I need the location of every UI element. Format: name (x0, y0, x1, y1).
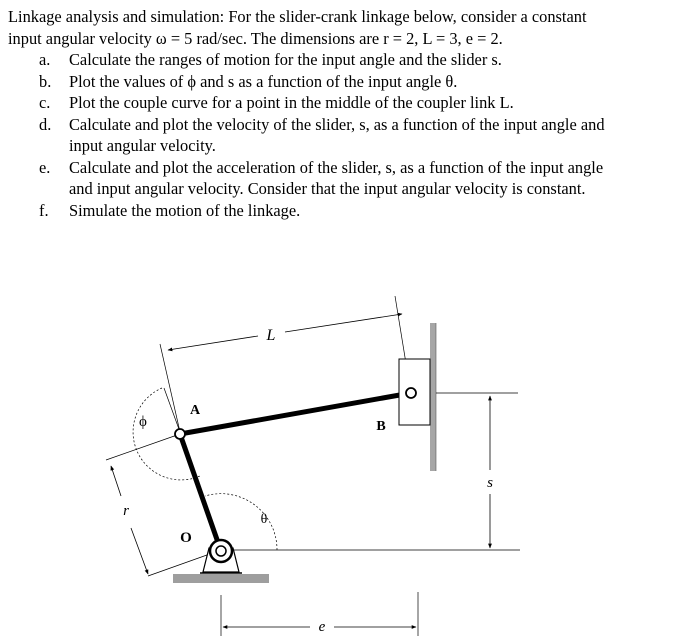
ground-base (173, 574, 269, 583)
joint-A (175, 429, 185, 439)
dimension-line-r (111, 466, 121, 496)
part-text-line-1: Calculate and plot the velocity of the slider, s, as a function of the input angle and (69, 114, 605, 134)
dimension-line-L (285, 314, 402, 332)
dimension-line-L (168, 336, 258, 350)
label-A: A (189, 403, 201, 418)
intro-line-1: Linkage analysis and simulation: For the slider-crank linkage below, consider a constant (8, 7, 587, 26)
part-letter: a. (39, 50, 51, 69)
part-letter: e. (39, 157, 51, 177)
part-text: Simulate the motion of the linkage. (69, 200, 301, 220)
extension-line-r-top (106, 434, 180, 460)
dimension-line-r (131, 528, 148, 574)
label-phi: ϕ (139, 414, 147, 430)
part-letter: c. (39, 93, 51, 112)
part-text-line-2: and input angular velocity. Consider that the input angular velocity is constant. (69, 179, 586, 198)
label-s: s (487, 475, 493, 491)
label-O: O (180, 530, 192, 546)
part-text: Plot the values of ϕ and s as a function of the input angle θ. (69, 71, 458, 91)
part-letter: f. (39, 200, 49, 220)
pivot-O-inner (216, 546, 226, 556)
slider-guide-wall (430, 323, 436, 471)
part-letter: b. (39, 71, 52, 91)
label-L: L (266, 327, 276, 344)
joint-B (406, 388, 416, 398)
label-theta: θ (260, 512, 268, 527)
part-text-line-1: Calculate and plot the acceleration of the slider, s, as a function of the input angle (69, 157, 604, 177)
label-B: B (376, 419, 386, 434)
label-e: e (318, 619, 326, 635)
label-r: r (123, 503, 129, 519)
part-text: Calculate the ranges of motion for the input angle and the slider s. (69, 50, 502, 69)
intro-line-2: input angular velocity ω = 5 rad/sec. The dimensions are r = 2, L = 3, e = 2. (8, 28, 503, 48)
part-text-line-2: input angular velocity. (69, 136, 216, 155)
extension-line-a (160, 344, 180, 432)
phi-reference-line (164, 388, 180, 432)
part-letter: d. (39, 114, 52, 134)
part-text: Plot the couple curve for a point in the middle of the coupler link L. (69, 93, 514, 112)
